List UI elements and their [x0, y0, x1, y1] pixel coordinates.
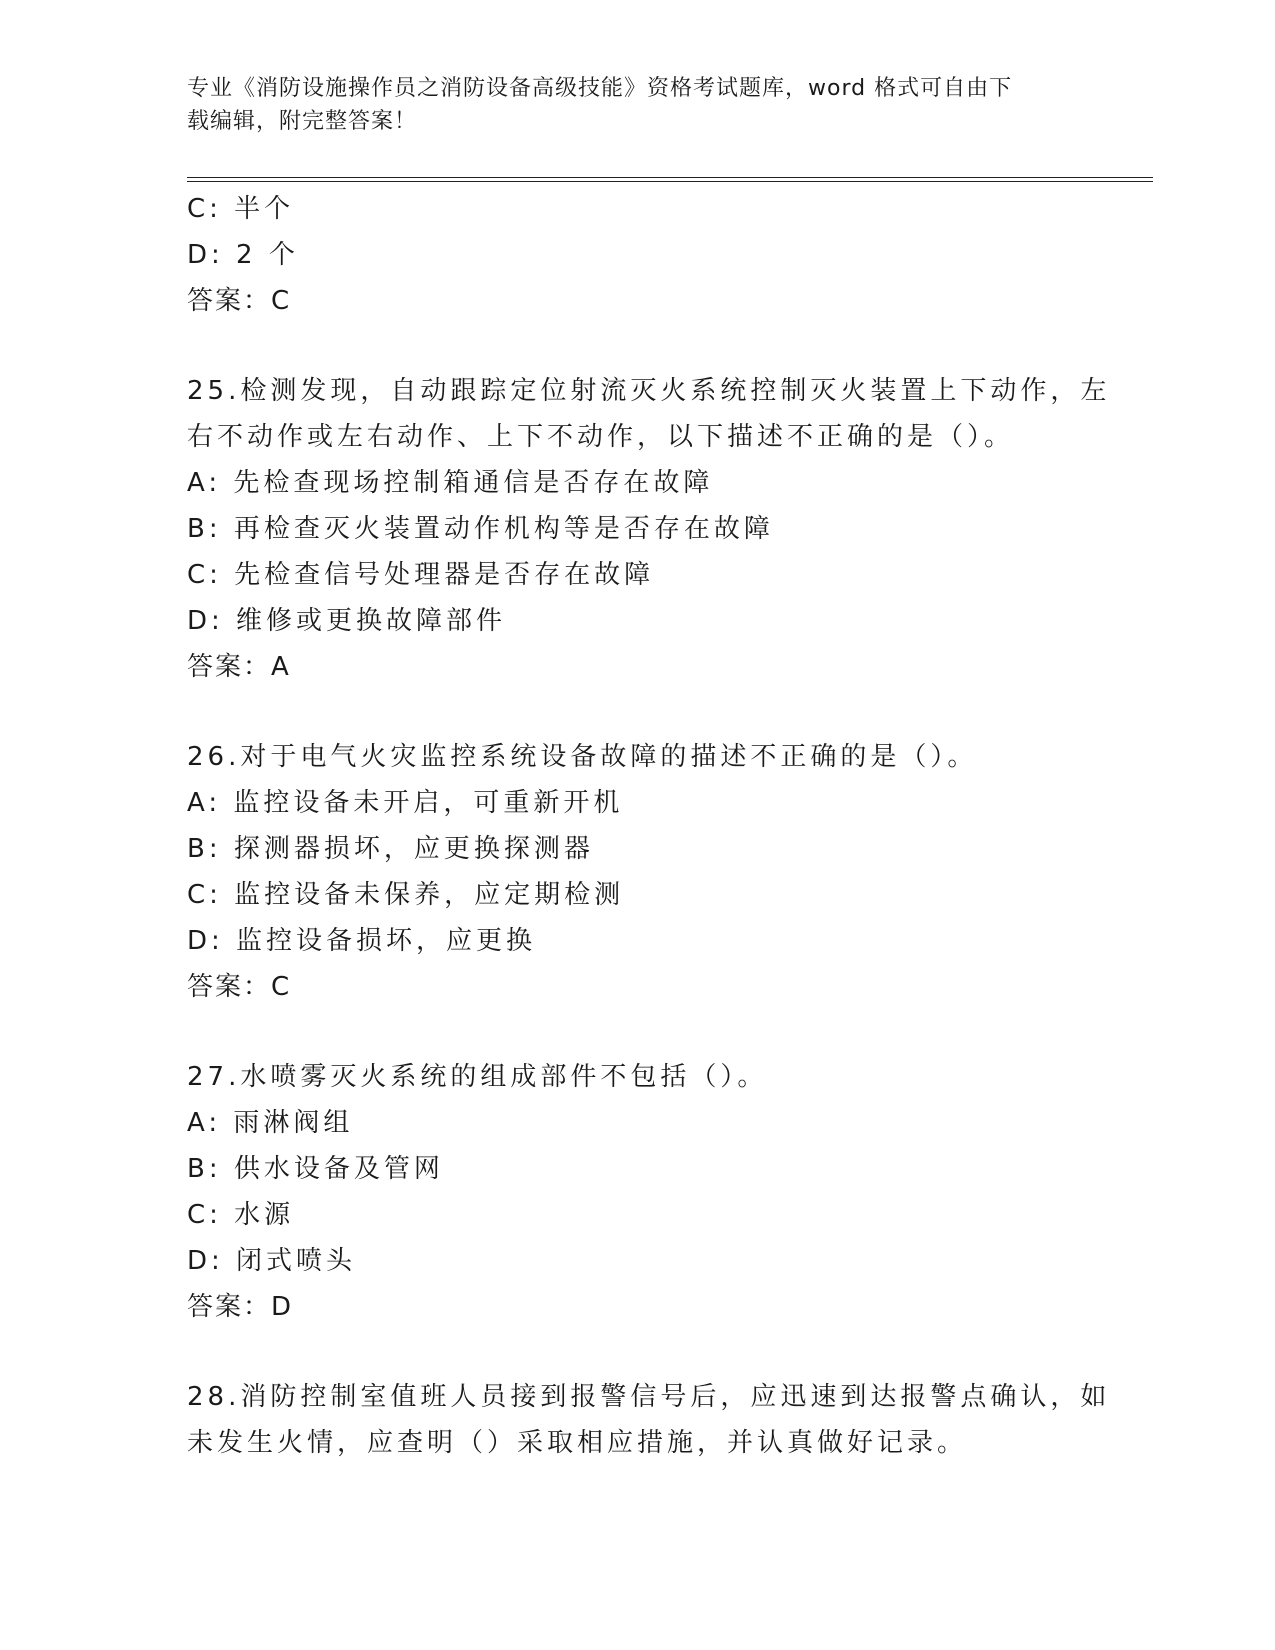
answer-line: 答案：D	[187, 1292, 294, 1322]
option-c: C: 监控设备未保养，应定期检测	[187, 880, 625, 910]
question-24-tail	[187, 186, 1087, 324]
option-d: D: 闭式喷头	[187, 1246, 357, 1276]
question-text-line-2: 右不动作或左右动作、上下不动作，以下描述不正确的是（）。	[187, 422, 1015, 452]
question-text-line-1: 26.对于电气火灾监控系统设备故障的描述不正确的是（）。	[187, 742, 978, 772]
answer-line: 答案：C	[187, 972, 292, 1002]
spacer	[187, 690, 1087, 734]
option-b: B: 供水设备及管网	[187, 1154, 444, 1184]
header-divider-top	[187, 177, 1153, 178]
option-b: B: 探测器损坏，应更换探测器	[187, 834, 594, 864]
option-d: D: 维修或更换故障部件	[187, 606, 507, 636]
question-25	[187, 368, 1111, 690]
question-list	[187, 186, 1111, 1466]
question-text-line-2: 未发生火情，应查明（）采取相应措施，并认真做好记录。	[187, 1428, 968, 1458]
spacer	[187, 1010, 1087, 1054]
question-text-line-1: 25.检测发现，自动跟踪定位射流灭火系统控制灭火装置上下动作，左	[187, 376, 1111, 406]
header-line-2: 载编辑，附完整答案！	[187, 109, 418, 134]
option-c: C: 先检查信号处理器是否存在故障	[187, 560, 655, 590]
option-c: C: 水源	[187, 1200, 295, 1230]
option-b: B: 再检查灭火装置动作机构等是否存在故障	[187, 514, 774, 544]
option-c: C: 半个	[187, 194, 295, 224]
option-a: A: 先检查现场控制箱通信是否存在故障	[187, 468, 714, 498]
spacer	[187, 324, 1087, 368]
answer-line: 答案：A	[187, 652, 291, 682]
question-27	[187, 1054, 1087, 1330]
spacer	[187, 1330, 1087, 1374]
document-header	[187, 72, 1067, 138]
question-26	[187, 734, 1087, 1010]
header-line-1: 专业《消防设施操作员之消防设备高级技能》资格考试题库，word 格式可自由下	[187, 76, 1013, 101]
question-text-line-1: 28.消防控制室值班人员接到报警信号后，应迅速到达报警点确认，如	[187, 1382, 1111, 1412]
question-text-line-1: 27.水喷雾灭火系统的组成部件不包括（）。	[187, 1062, 768, 1092]
option-d: D: 监控设备损坏，应更换	[187, 926, 537, 956]
answer-line: 答案：C	[187, 286, 292, 316]
header-divider-bottom	[187, 181, 1153, 182]
question-28	[187, 1374, 1111, 1466]
option-d: D: 2 个	[187, 240, 299, 270]
option-a: A: 雨淋阀组	[187, 1108, 354, 1138]
option-a: A: 监控设备未开启，可重新开机	[187, 788, 624, 818]
